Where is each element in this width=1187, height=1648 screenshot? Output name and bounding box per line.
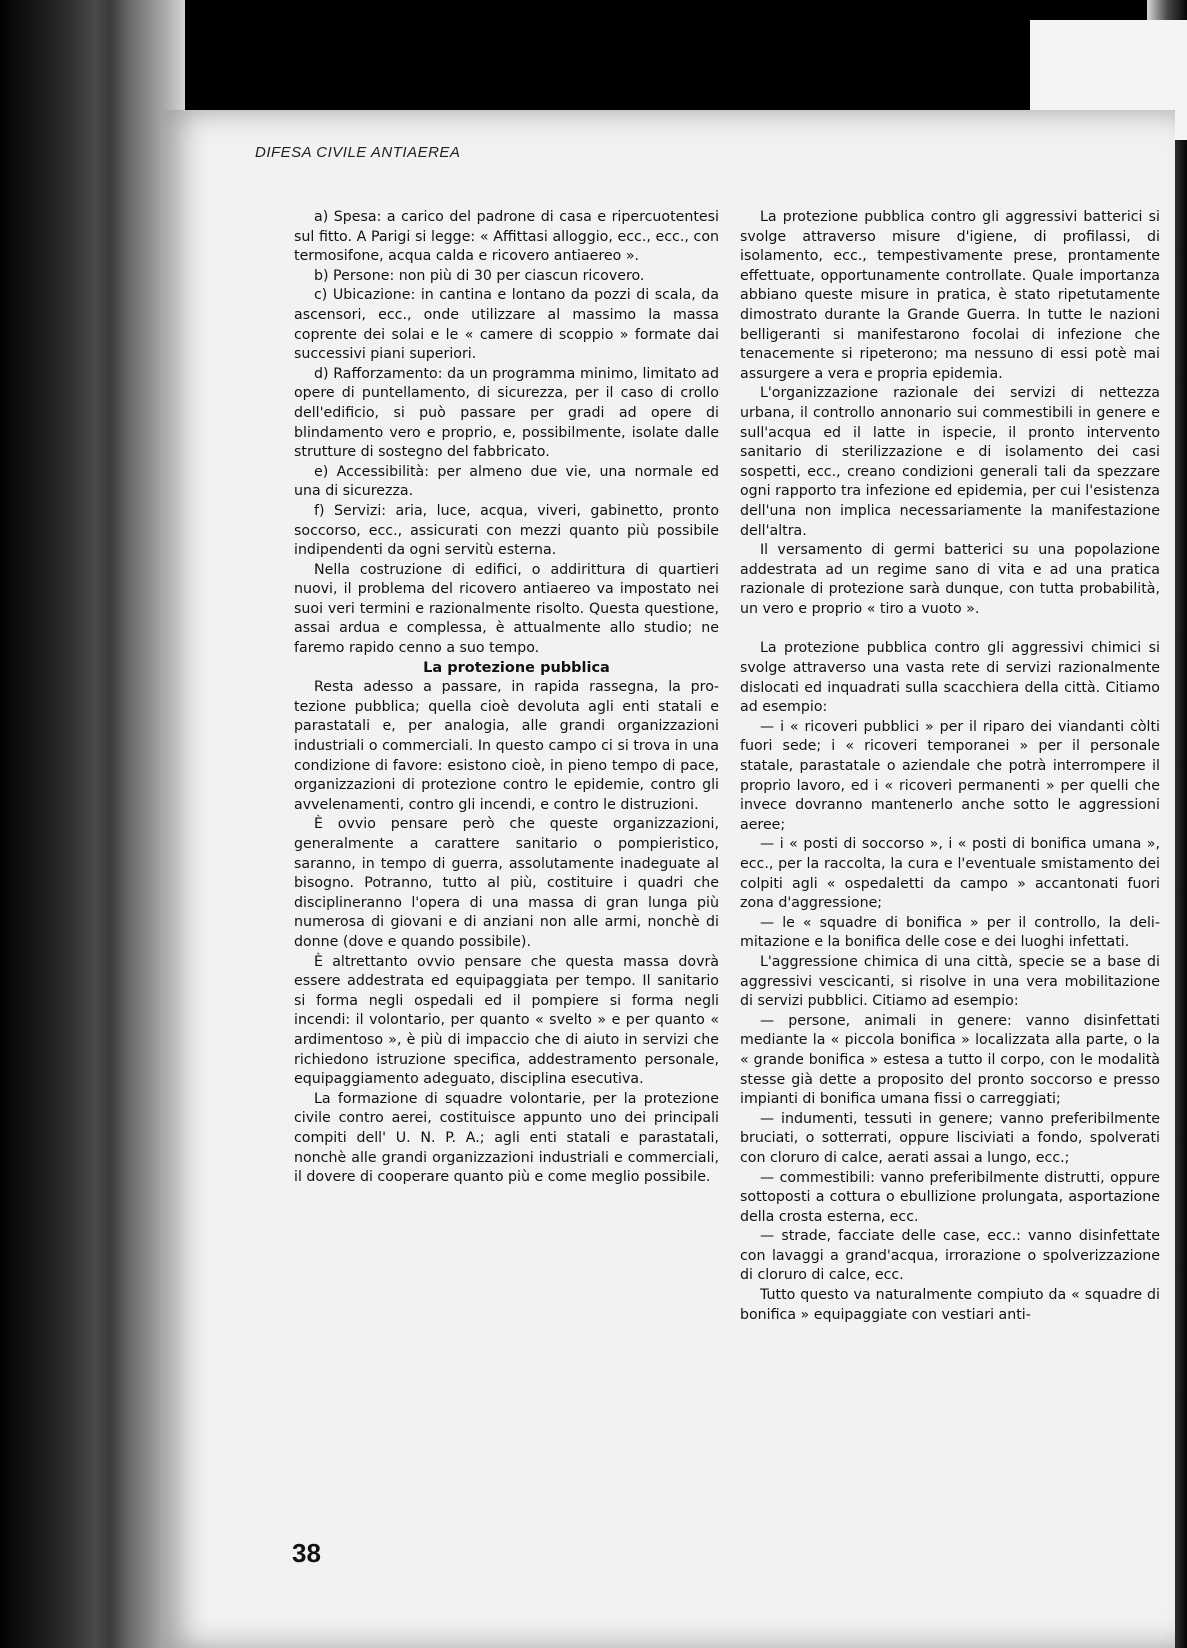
paragraph: La protezione pubblica contro gli aggressivi batterici si svolge attraverso misure d'igiene, di profilassi, di isolamento, ecc., tempestivamente prese, prontamente effettuate, opportunamente controllate. Quale importanza abbiano queste misure in pratica, è stato ripetutamente dimostrato durante la Grande Guerra. In tutte le nazioni belligeranti si manifestarono focolai di infezione che tenacemente si ripeterono; ma nessuno di essi potè mai assurgere a vera e propria epidemia.: [740, 209, 1160, 382]
paragraph: L'organizzazione razionale dei servizi di nettezza urbana, il controllo annonario sui commestibili in genere e sull'acqua ed il latte in ispecie, il pronto intervento sanitario di sterilizzazione e di isolamento dei casi sospetti, ecc., creano condizioni generali tali da spezzare ogni rapporto tra infezione ed epidemia, per cui l'esistenza dell'una non implica necessariamente la manifestazione dell'altra.: [740, 385, 1160, 539]
paragraph: La protezione pubblica contro gli aggressivi chimici si svolge attraverso una vasta rete di servizi razionalmente dislocati ed inquadrati sulla scacchiera della città. Citiamo ad esempio:: [740, 640, 1160, 716]
paragraph: — indumenti, tessuti in genere; vanno preferibilmente bruciati, o sotterrati, oppure lisciviati a fondo, spolverati con cloruro di calce, aerati assai a lungo, ecc.;: [740, 1110, 1160, 1166]
section-title: La protezione pubblica: [423, 659, 610, 676]
left-column: [294, 208, 719, 1188]
paragraph: a) Spesa: a carico del padrone di casa e ripercuotentesi sul fitto. A Parigi si legge: « Affittasi alloggio, ecc., ecc., con termosifone, acqua calda e ricovero antiaereo ».: [294, 209, 719, 265]
paragraph: — persone, animali in genere: vanno disinfettati mediante la « piccola bonifica » localizzata alla parte, o la « grande bonifica » estesa a tutto il corpo, con le modalità stesse già dette a proposito del pronto soccorso e presso impianti di bonifica umana fissi o carreggiati;: [740, 1012, 1160, 1108]
paragraph: È altrettanto ovvio pensare che questa massa dovrà essere addestrata ed equipaggiata per tempo. Il sanitario si forma negli ospedali ed il pompiere si forma negli incendi: il volontario, per quanto « svelto » e per quanto « ardimentoso », è più di impaccio che di aiuto in servizi che richiedono istruzione specifica, addestramento personale, equipaggiamento adeguato, disciplina esecutiva.: [294, 953, 719, 1088]
paragraph: La formazione di squadre volontarie, per la protezione civile contro aerei, costituisce appunto uno dei principali compiti dell' U. N. P. A.; agli enti statali e parastatali, nonchè alle grandi organizzazioni industriali e commerciali, il dovere di cooperare quanto più e come meglio possibile.: [294, 1090, 719, 1186]
paragraph: — le « squadre di bonifica » per il controllo, la delimitazione e la bonifica delle cose e dei luoghi infettati.: [740, 914, 1160, 951]
paragraph: b) Persone: non più di 30 per ciascun ricovero.: [314, 267, 645, 284]
running-header: DIFESA CIVILE ANTIAEREA: [255, 144, 461, 161]
paragraph: Tutto questo va naturalmente compiuto da « squadre di bonifica » equipaggiate con vestiari anti-: [740, 1287, 1160, 1323]
paragraph: — strade, facciate delle case, ecc.: vanno disinfettate con lavaggi a grand'acqua, irrorazione o spolverizzazione di cloruro di calce, ecc.: [740, 1228, 1160, 1284]
paragraph: — i « ricoveri pubblici » per il riparo dei viandanti còlti fuori sede; i « ricoveri temporanei » per il personale statale, parastatale o aziendale che potrà interrompere il proprio lavoro, ed i « ricoveri permanenti » per quelli che invece dovranno mantenerlo anche sotto le aggressioni aeree;: [740, 718, 1160, 833]
scan-shadow-left: [0, 0, 185, 1648]
paragraph: — commestibili: vanno preferibilmente distrutti, oppure sottoposti a cottura o ebullizione prolungata, asportazione della crosta esterna, ecc.: [740, 1169, 1160, 1225]
paragraph: Il versamento di germi batterici su una popolazione addestrata ad un regime sano di vita e ad una pratica razionale di protezione sarà dunque, con tutta probabilità, un vero e proprio « tiro a vuoto ».: [740, 542, 1160, 617]
page-number: 38: [292, 1538, 321, 1568]
right-column: [740, 208, 1160, 1325]
paragraph: L'aggressione chimica di una città, specie se a base di aggressivi vescicanti, si risolve in una vera mobilitazione di servizi pubblici. Citiamo ad esempio:: [740, 953, 1160, 1010]
paragraph: d) Rafforzamento: da un programma minimo, limitato ad opere di puntellamento, di sicurezza, per il caso di crollo dell'edificio, si può passare per gradi ad opere di blindamento vero e proprio, e, possibilmente, isolate dalle strutture di sostegno del fabbricato.: [294, 365, 719, 461]
paragraph: e) Accessibilità: per almeno due vie, una normale ed una di sicurezza.: [294, 463, 719, 500]
paragraph: È ovvio pensare però che queste organizzazioni, generalmente a carattere sanitario o pompieristico, saranno, in tempo di guerra, assolutamente inadeguate al bisogno. Potranno, tutto al più, costituire i quadri che disciplineranno l'opera di una massa di gran lunga più numerosa di giovani e di anziani non alle armi, nonchè di donne (dove e quando possibile).: [294, 816, 719, 950]
paragraph: f) Servizi: aria, luce, acqua, viveri, gabinetto, pronto soccorso, ecc., assicurati con mezzi quanto più possibile indipendenti da ogni servitù esterna.: [294, 502, 719, 559]
paragraph: Resta adesso a passare, in rapida rassegna, la protezione pubblica; quella cioè devoluta agli enti statali e parastatali e, per analogia, alle grandi organizzazioni industriali o commerciali. In questo campo ci si trova in una condizione di favore: esistono cioè, in pieno tempo di pace, organizzazioni di protezione contro le epidemie, contro gli avvelenamenti, contro gli incendi, e contro le distruzioni.: [294, 679, 719, 813]
paragraph: c) Ubicazione: in cantina e lontano da pozzi di scala, da ascensori, ecc., onde utilizzare al massimo la massa coprente dei solai e le « camere di scoppio » formate dai successivi piani superiori.: [294, 287, 719, 363]
paragraph: — i « posti di soccorso », i « posti di bonifica umana », ecc., per la raccolta, la cura e l'eventuale smistamento dei colpiti agli « ospedaletti da campo » accantonati fuori zona d'aggressione;: [740, 836, 1160, 912]
paragraph: Nella costruzione di edifici, o addirittura di quartieri nuovi, il problema del ricovero antiaereo va impostato nei suoi veri termini e razionalmente risolto. Questa questione, assai ardua e complessa, è attualmente allo studio; ne faremo rapido cenno a suo tempo.: [294, 561, 719, 657]
